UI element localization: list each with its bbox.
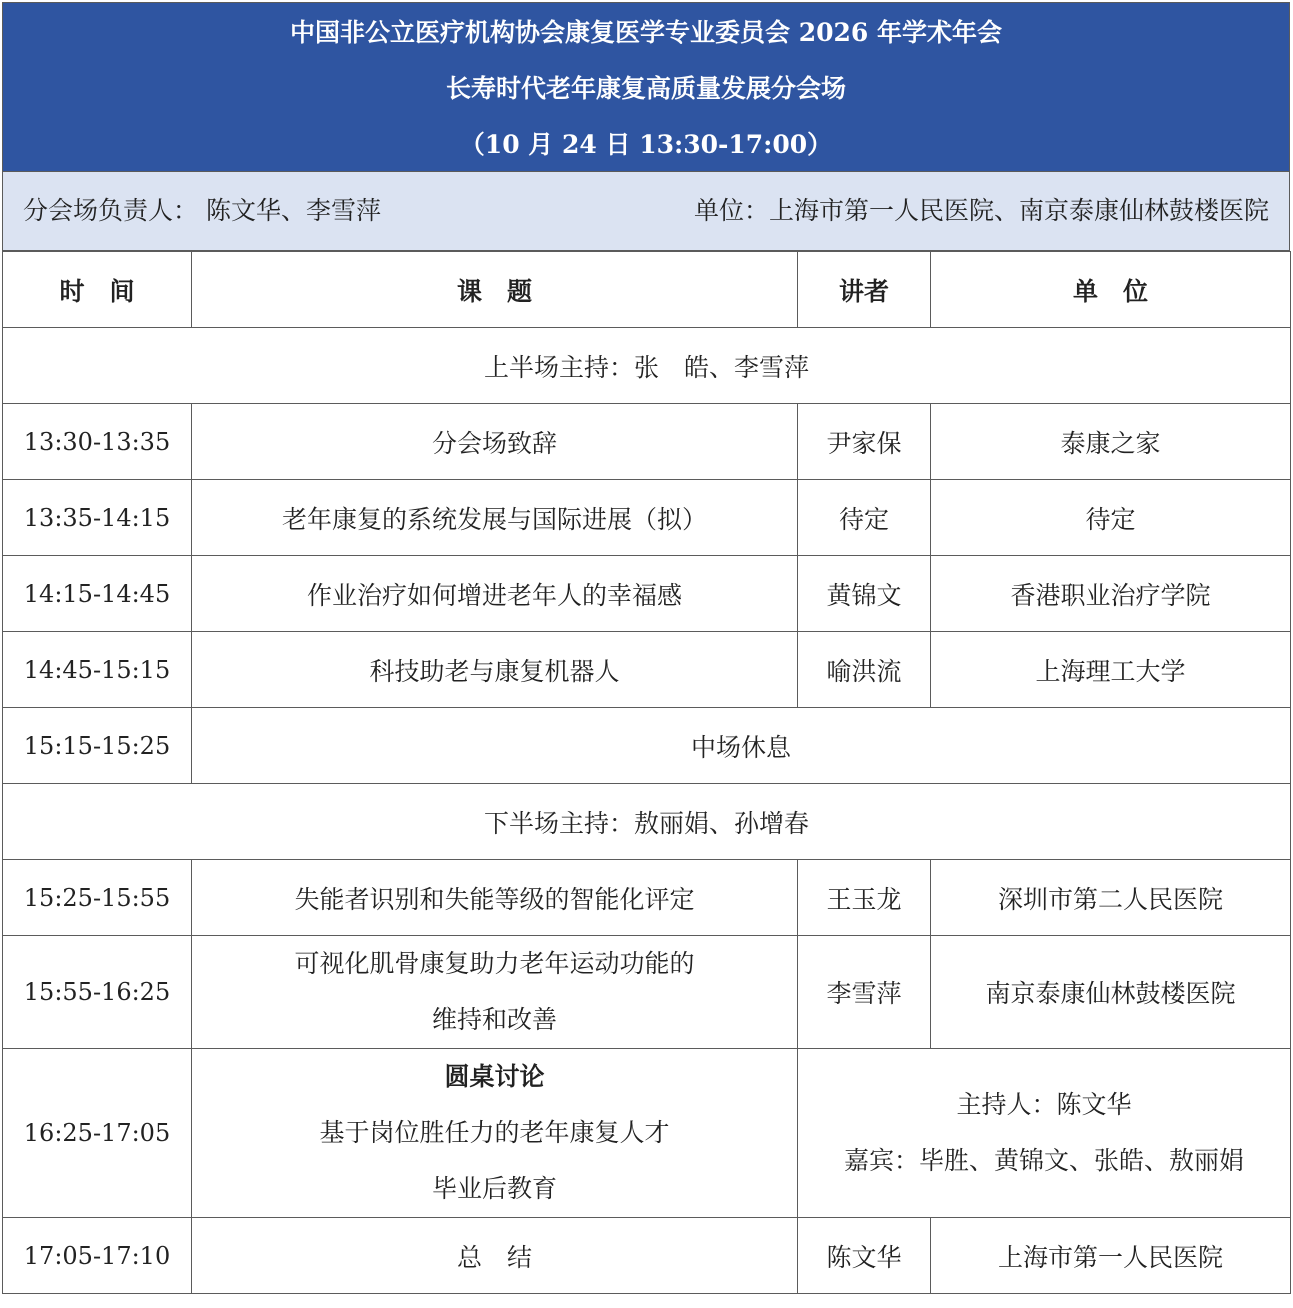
roundtable-host: 主持人：陈文华 [956, 1090, 1132, 1119]
time-cell: 15:55-16:25 [3, 936, 192, 1049]
time-cell: 17:05-17:10 [3, 1218, 192, 1294]
conference-title: 中国非公立医疗机构协会康复医学专业委员会 2026 年学术年会 [290, 18, 1002, 47]
speaker-cell: 陈文华 [798, 1218, 931, 1294]
session-title: 长寿时代老年康复高质量发展分会场 [445, 74, 846, 103]
topic-cell [192, 1049, 798, 1218]
column-header-topic: 课 题 [192, 252, 798, 328]
unit-cell: 泰康之家 [931, 404, 1291, 480]
host-second-half: 下半场主持：敖丽娟、孙增春 [3, 784, 1291, 860]
topic-cell: 作业治疗如何增进老年人的幸福感 [192, 556, 798, 632]
host-row-second-half [3, 784, 1291, 860]
topic-line: 维持和改善 [431, 1005, 557, 1034]
time-cell: 13:30-13:35 [3, 404, 192, 480]
table-row [3, 556, 1291, 632]
break-row [3, 708, 1291, 784]
table-row [3, 632, 1291, 708]
column-header-time: 时 间 [3, 252, 192, 328]
roundtable-title: 圆桌讨论 [444, 1062, 545, 1091]
unit-cell: 南京泰康仙林鼓楼医院 [931, 936, 1291, 1049]
topic-cell: 失能者识别和失能等级的智能化评定 [192, 860, 798, 936]
table-row [3, 1218, 1291, 1294]
time-cell: 14:15-14:45 [3, 556, 192, 632]
speaker-cell: 喻洪流 [798, 632, 931, 708]
speaker-cell: 李雪萍 [798, 936, 931, 1049]
info-bar [2, 172, 1290, 251]
schedule-document [2, 2, 1291, 1304]
unit-cell: 深圳市第二人民医院 [931, 860, 1291, 936]
topic-cell: 总 结 [192, 1218, 798, 1294]
roundtable-guests: 嘉宾：毕胜、黄锦文、张皓、敖丽娟 [843, 1146, 1244, 1175]
speaker-cell: 待定 [798, 480, 931, 556]
break-label: 中场休息 [192, 708, 1291, 784]
session-date: （10 月 24 日 13:30-17:00） [459, 130, 833, 159]
unit-cell: 上海市第一人民医院 [931, 1218, 1291, 1294]
time-cell: 16:25-17:05 [3, 1049, 192, 1218]
topic-line: 可视化肌骨康复助力老年运动功能的 [294, 949, 695, 978]
session-leader: 分会场负责人： 陈文华、李雪萍 [23, 196, 381, 225]
topic-cell: 科技助老与康复机器人 [192, 632, 798, 708]
host-row-first-half [3, 328, 1291, 404]
speaker-cell: 尹家保 [798, 404, 931, 480]
topic-cell: 老年康复的系统发展与国际进展（拟） [192, 480, 798, 556]
column-header-speaker: 讲者 [798, 252, 931, 328]
time-cell: 15:25-15:55 [3, 860, 192, 936]
time-cell: 15:15-15:25 [3, 708, 192, 784]
time-cell: 14:45-15:15 [3, 632, 192, 708]
header-banner [2, 2, 1290, 172]
unit-cell: 待定 [931, 480, 1291, 556]
table-header-row [3, 252, 1291, 328]
roundtable-row [3, 1049, 1291, 1218]
table-row [3, 404, 1291, 480]
speaker-cell: 黄锦文 [798, 556, 931, 632]
time-cell: 13:35-14:15 [3, 480, 192, 556]
table-row [3, 936, 1291, 1049]
unit-cell: 香港职业治疗学院 [931, 556, 1291, 632]
topic-cell [192, 936, 798, 1049]
topic-line: 毕业后教育 [431, 1174, 557, 1203]
topic-line: 基于岗位胜任力的老年康复人才 [319, 1118, 670, 1147]
topic-cell: 分会场致辞 [192, 404, 798, 480]
speaker-cell: 王玉龙 [798, 860, 931, 936]
table-row [3, 860, 1291, 936]
schedule-table [2, 251, 1291, 1294]
table-row [3, 480, 1291, 556]
column-header-unit: 单 位 [931, 252, 1291, 328]
unit-cell: 上海理工大学 [931, 632, 1291, 708]
session-unit: 单位：上海市第一人民医院、南京泰康仙林鼓楼医院 [693, 196, 1269, 225]
host-first-half: 上半场主持：张 皓、李雪萍 [3, 328, 1291, 404]
roundtable-participants [798, 1049, 1291, 1218]
